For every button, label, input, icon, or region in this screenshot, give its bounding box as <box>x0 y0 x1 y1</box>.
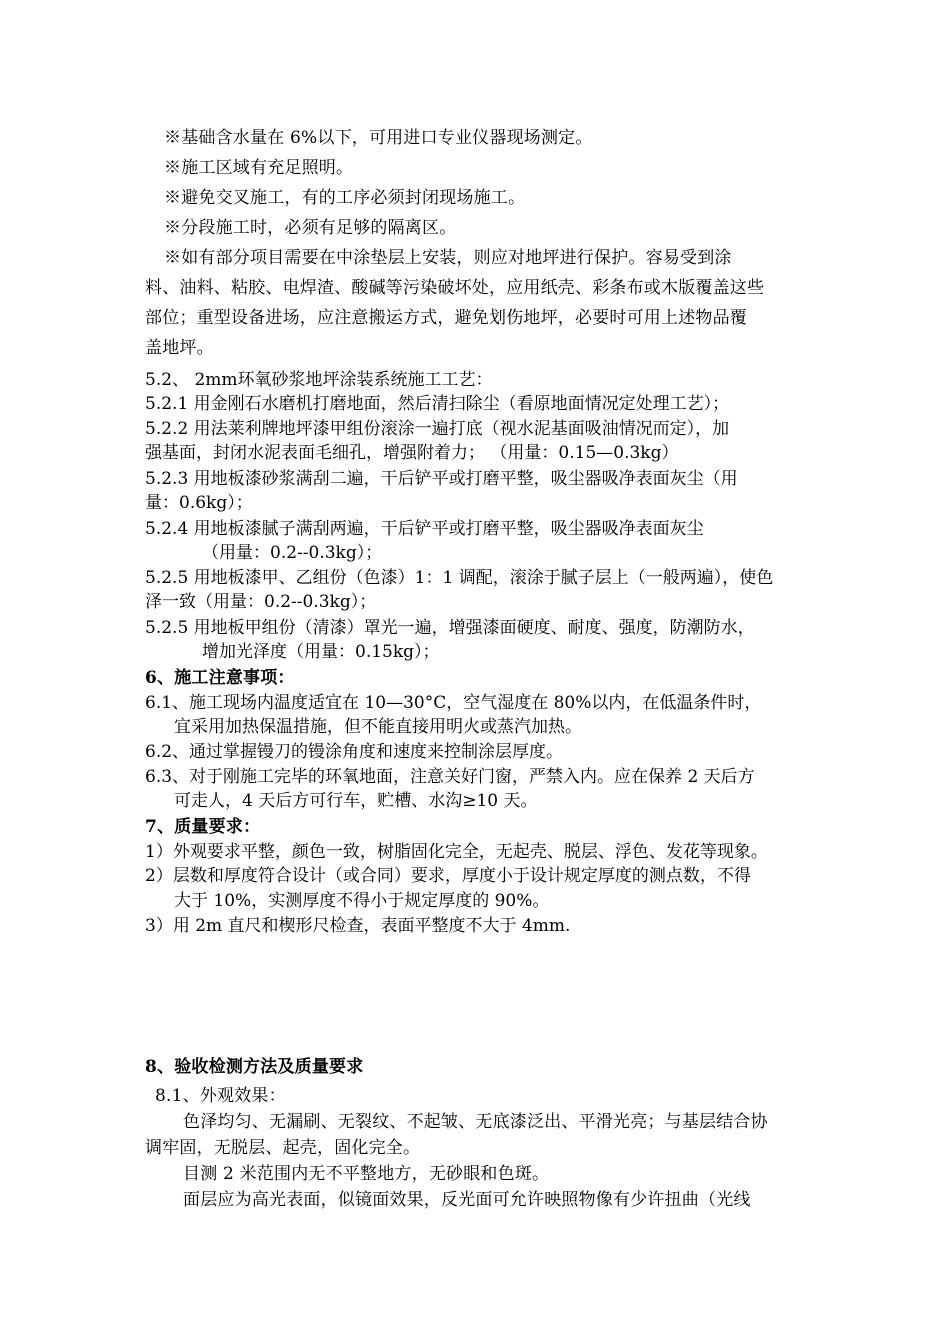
text-line: 强基面，封闭水泥表面毛细孔，增强附着力； （用量：0.15—0.3kg） <box>145 443 679 463</box>
section-heading: 8、验收检测方法及质量要求 <box>145 1057 364 1077</box>
text-line: 面层应为高光表面，似镜面效果，反光面可允许映照物像有少许扭曲（光线 <box>183 1190 751 1210</box>
text-line: 3）用 2m 直尺和楔形尺检查，表面平整度不大于 4mm. <box>145 916 571 936</box>
text-line: 5.2.5 用地板甲组份（清漆）罩光一遍，增强漆面硬度、耐度、强度，防潮防水， <box>145 618 755 638</box>
text-line: 2）层数和厚度符合设计（或合同）要求，厚度小于设计规定厚度的测点数，不得 <box>145 866 751 886</box>
text-line: ※分段施工时，必须有足够的隔离区。 <box>164 218 457 238</box>
text-line: 5.2.5 用地板漆甲、乙组份（色漆）1：1 调配，滚涂于腻子层上（一般两遍），使色 <box>145 568 774 588</box>
subsection-heading: 8.1、外观效果： <box>155 1086 286 1106</box>
text-line: 5.2.4 用地板漆腻子满刮两遍，干后铲平或打磨平整，吸尘器吸净表面灰尘 <box>145 519 704 539</box>
text-line: 6.3、对于刚施工完毕的环氧地面，注意关好门窗，严禁入内。应在保养 2 天后方 <box>145 767 755 787</box>
text-line: 目测 2 米范围内无不平整地方，无砂眼和色斑。 <box>183 1164 550 1184</box>
text-line: 6.1、施工现场内温度适宜在 10—30°C，空气湿度在 80%以内，在低温条件时， <box>145 693 762 713</box>
text-line: 增加光泽度（用量：0.15kg）； <box>202 642 440 662</box>
text-line: ※施工区域有充足照明。 <box>164 158 354 178</box>
section-heading: 6、施工注意事项： <box>145 668 295 688</box>
text-line: 大于 10%，实测厚度不得小于规定厚度的 90%。 <box>174 891 550 911</box>
text-line: 色泽均匀、无漏刷、无裂纹、不起皱、无底漆泛出、平滑光亮；与基层结合协 <box>183 1112 768 1132</box>
text-line: 部位；重型设备进场，应注意搬运方式，避免划伤地坪，必要时可用上述物品覆 <box>145 308 747 328</box>
text-line: 6.2、通过掌握镘刀的镘涂角度和速度来控制涂层厚度。 <box>145 742 564 762</box>
text-line: ※如有部分项目需要在中涂垫层上安装，则应对地坪进行保护。容易受到涂 <box>164 248 732 268</box>
text-line: ※基础含水量在 6%以下，可用进口专业仪器现场测定。 <box>164 128 593 148</box>
text-line: 可走人，4 天后方可行车，贮槽、水沟≥10 天。 <box>174 791 538 811</box>
text-line: 5.2.3 用地板漆砂浆满刮二遍，干后铲平或打磨平整，吸尘器吸净表面灰尘（用 <box>145 469 738 489</box>
text-line: ※避免交叉施工，有的工序必须封闭现场施工。 <box>164 188 526 208</box>
text-line: 盖地坪。 <box>145 338 214 358</box>
text-line: 泽一致（用量：0.2--0.3kg）； <box>145 592 377 612</box>
text-line: 5.2.2 用法莱利牌地坪漆甲组份滚涂一遍打底（视水泥基面吸油情况而定），加 <box>145 419 730 439</box>
text-line: 量：0.6kg）； <box>145 493 253 513</box>
text-line: 料、油料、粘胶、电焊渣、酸碱等污染破坏处，应用纸壳、彩条布或木版覆盖这些 <box>145 278 765 298</box>
text-line: 调牢固，无脱层、起壳，固化完全。 <box>145 1138 421 1158</box>
section-heading: 5.2、 2mm环氧砂浆地坪涂装系统施工工艺： <box>145 370 493 390</box>
text-line: 5.2.1 用金刚石水磨机打磨地面，然后清扫除尘（看原地面情况定处理工艺）； <box>145 394 730 414</box>
text-line: （用量：0.2--0.3kg）； <box>202 543 383 563</box>
section-heading: 7、质量要求： <box>145 817 261 837</box>
text-line: 1）外观要求平整，颜色一致，树脂固化完全，无起壳、脱层、浮色、发花等现象。 <box>145 842 768 862</box>
text-line: 宜采用加热保温措施，但不能直接用明火或蒸汽加热。 <box>174 717 582 737</box>
